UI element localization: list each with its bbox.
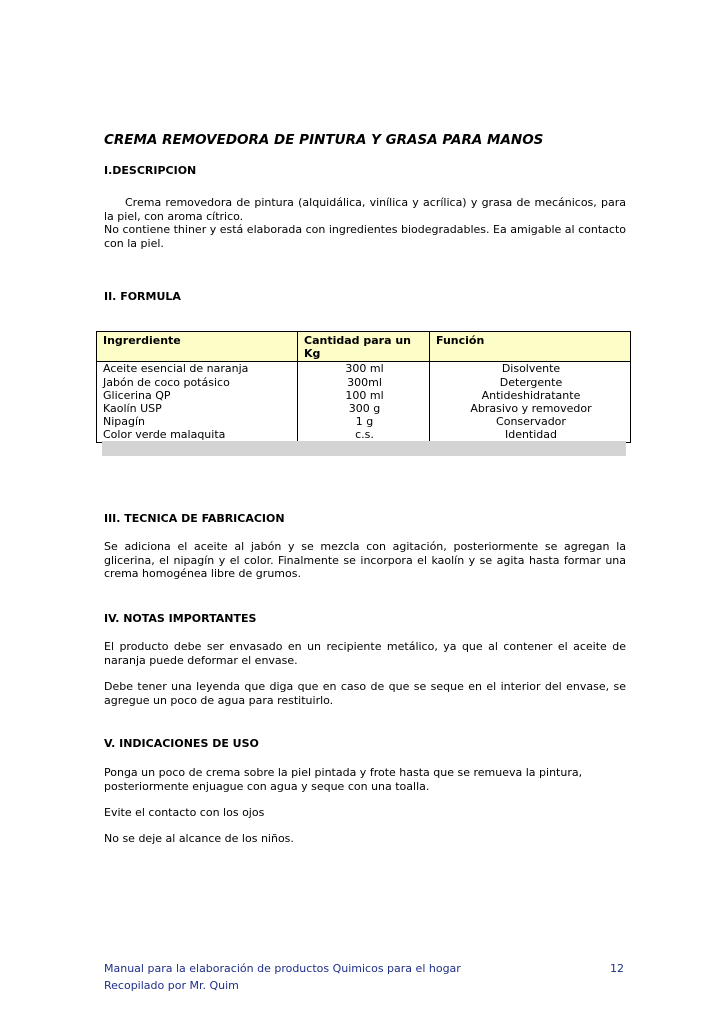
page-number: 12 [610,962,624,975]
paragraph-tecnica: Se adiciona el aceite al jabón y se mezcla con agitación, posteriormente se agregan la glicerina, el nipagín y el color. Finalmente se incorpora el kaolín y se agita hasta formar una crema homogénea libre de grumos. [104,540,626,580]
paragraph-notas-1: El producto debe ser envasado en un recipiente metálico, ya que al contener el aceite de naranja puede deformar el envase. [104,640,626,667]
header-cantidad: Cantidad para un Kg [298,332,430,362]
paragraph-indicaciones-2: Evite el contacto con los ojos [104,806,265,819]
formula-table [96,331,631,443]
cell-funcion: Abrasivo y removedor [430,402,631,415]
paragraph-descripcion-1 [104,196,626,223]
table-row [97,402,631,415]
page-footer [104,960,628,994]
header-ingrediente: Ingrerdiente [97,332,298,362]
cell-funcion: Disolvente [430,362,631,376]
cell-ingrediente: Kaolín USP [97,402,298,415]
cell-cantidad: 100 ml [298,389,430,402]
cell-cantidad: 1 g [298,415,430,428]
paragraph-line: Ponga un poco de crema sobre la piel pintada y frote hasta que se remueva la pintura, [104,766,583,779]
paragraph-indicaciones-3: No se deje al alcance de los niños. [104,832,294,845]
cell-ingrediente: Jabón de coco potásico [97,376,298,389]
paragraph-notas-2: Debe tener una leyenda que diga que en caso de que se seque en el interior del envase, se agregue un poco de agua para restituirlo. [104,680,626,707]
paragraph-line: posteriormente enjuague con agua y seque con una toalla. [104,779,430,793]
cell-funcion: Identidad [430,428,631,442]
section-heading-tecnica: III. TECNICA DE FABRICACION [104,512,285,525]
cell-funcion: Antideshidratante [430,389,631,402]
section-heading-indicaciones: V. INDICACIONES DE USO [104,737,259,750]
paragraph-indicaciones-1 [104,766,626,793]
table-header-row [97,332,631,362]
header-funcion: Función [430,332,631,362]
cell-funcion: Detergente [430,376,631,389]
footer-compiler: Recopilado por Mr. Quim [104,979,239,992]
table-shade-bar [102,441,626,456]
section-heading-notas: IV. NOTAS IMPORTANTES [104,612,257,625]
cell-ingrediente: Nipagín [97,415,298,428]
paragraph-descripcion-2: No contiene thiner y está elaborada con ingredientes biodegradables. Ea amigable al contacto con la piel. [104,223,626,250]
cell-cantidad: 300ml [298,376,430,389]
paragraph-text: Crema removedora de pintura (alquidálica, vinílica y acrílica) y grasa de mecánicos, para la piel, con aroma cítrico. [104,196,626,223]
cell-cantidad: 300 g [298,402,430,415]
cell-ingrediente: Glicerina QP [97,389,298,402]
table-row [97,376,631,389]
footer-manual-title: Manual para la elaboración de productos Quimicos para el hogar [104,962,461,975]
cell-funcion: Conservador [430,415,631,428]
table-row [97,389,631,402]
cell-cantidad: c.s. [298,428,430,442]
cell-ingrediente: Aceite esencial de naranja [97,362,298,376]
document-title: CREMA REMOVEDORA DE PINTURA Y GRASA PARA MANOS [104,132,544,148]
cell-cantidad: 300 ml [298,362,430,376]
cell-ingrediente: Color verde malaquita [97,428,298,442]
section-heading-descripcion: I.DESCRIPCION [104,164,197,177]
table-row [97,415,631,428]
section-heading-formula: II. FORMULA [104,290,181,303]
table-row [97,362,631,376]
